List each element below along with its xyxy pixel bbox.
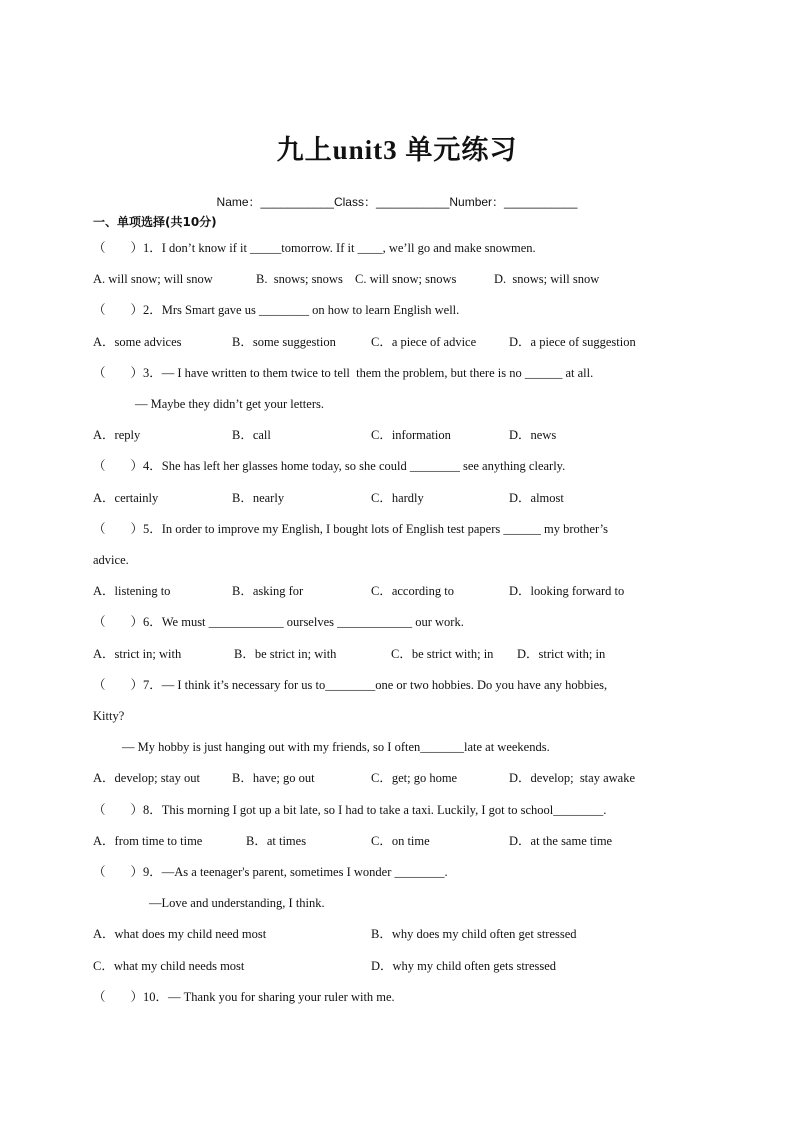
- question-6-option-c: C．be strict with; in: [391, 647, 494, 661]
- question-3-option-d: D．news: [509, 428, 557, 442]
- question-8-option-c: C．on time: [371, 834, 430, 848]
- student-info-line: Name：___________Class：___________Number：___________: [216, 195, 578, 209]
- question-5-option-a: A．listening to: [93, 584, 171, 598]
- question-7-option-a: A．develop; stay out: [93, 771, 200, 785]
- question-5-option-d: D．looking forward to: [509, 584, 625, 598]
- question-6-stem: （ ）6．We must ____________ ourselves ____________ our work.: [93, 615, 464, 629]
- question-8-stem: （ ）8．This morning I got up a bit late, so I had to take a taxi. Luckily, I got to school________.: [93, 803, 607, 817]
- question-7-stem: （ ）7．— I think it’s necessary for us to________one or two hobbies. Do you have any hobbies,: [93, 678, 608, 692]
- question-1-option-c: C. will snow; snows: [355, 272, 457, 286]
- question-7-reply-line: — My hobby is just hanging out with my friends, so I often_______late at weekends.: [122, 740, 550, 754]
- question-9-stem: （ ）9．—As a teenager's parent, sometimes I wonder ________.: [93, 865, 448, 879]
- question-1-stem: （ ）1．I don’t know if it _____tomorrow. If it ____, we’ll go and make snowmen.: [93, 241, 536, 255]
- question-3-stem: （ ）3．— I have written to them twice to tell them the problem, but there is no ______ at all.: [93, 366, 594, 380]
- question-7-option-c: C．get; go home: [371, 771, 458, 785]
- question-8-option-d: D．at the same time: [509, 834, 613, 848]
- question-8-option-b: B．at times: [246, 834, 307, 848]
- question-1-option-b: B. snows; snows: [256, 272, 343, 286]
- question-5-option-b: B．asking for: [232, 584, 304, 598]
- question-2-option-b: B．some suggestion: [232, 335, 336, 349]
- question-3-option-a: A．reply: [93, 428, 141, 442]
- question-4-option-c: C．hardly: [371, 491, 424, 505]
- question-9-option-b: B．why does my child often get stressed: [371, 927, 577, 941]
- question-4-stem: （ ）4．She has left her glasses home today, so she could ________ see anything clearly.: [93, 459, 566, 473]
- question-3-reply-line: — Maybe they didn’t get your letters.: [135, 397, 324, 411]
- question-3-option-b: B．call: [232, 428, 271, 442]
- question-6-option-d: D．strict with; in: [517, 647, 606, 661]
- question-1-option-a: A. will snow; will snow: [93, 272, 213, 286]
- question-3-option-c: C．information: [371, 428, 451, 442]
- question-6-option-a: A．strict in; with: [93, 647, 182, 661]
- section-heading: 一、单项选择(共10分): [93, 215, 217, 229]
- question-8-option-a: A．from time to time: [93, 834, 203, 848]
- question-4-option-d: D．almost: [509, 491, 564, 505]
- question-2-option-a: A．some advices: [93, 335, 182, 349]
- question-9-option-d: D．why my child often gets stressed: [371, 959, 557, 973]
- question-5-option-c: C．according to: [371, 584, 454, 598]
- question-5-stem: （ ）5．In order to improve my English, I bought lots of English test papers ______ my brother’s: [93, 522, 608, 536]
- question-7-option-b: B．have; go out: [232, 771, 315, 785]
- question-7-option-d: D．develop; stay awake: [509, 771, 636, 785]
- question-1-option-d: D. snows; will snow: [494, 272, 600, 286]
- question-5-stem-continued: advice.: [93, 553, 129, 567]
- question-4-option-b: B．nearly: [232, 491, 285, 505]
- question-2-option-c: C．a piece of advice: [371, 335, 477, 349]
- question-9-option-c: C．what my child needs most: [93, 959, 245, 973]
- question-2-option-d: D．a piece of suggestion: [509, 335, 636, 349]
- question-2-stem: （ ）2．Mrs Smart gave us ________ on how to learn English well.: [93, 303, 460, 317]
- question-10-stem: （ ）10．— Thank you for sharing your ruler with me.: [93, 990, 395, 1004]
- page-title: 九上unit3 单元练习: [276, 135, 518, 165]
- question-9-reply-line: —Love and understanding, I think.: [149, 896, 325, 910]
- question-9-option-a: A．what does my child need most: [93, 927, 267, 941]
- question-7-stem-continued: Kitty?: [93, 709, 125, 723]
- question-4-option-a: A．certainly: [93, 491, 159, 505]
- question-6-option-b: B．be strict in; with: [234, 647, 337, 661]
